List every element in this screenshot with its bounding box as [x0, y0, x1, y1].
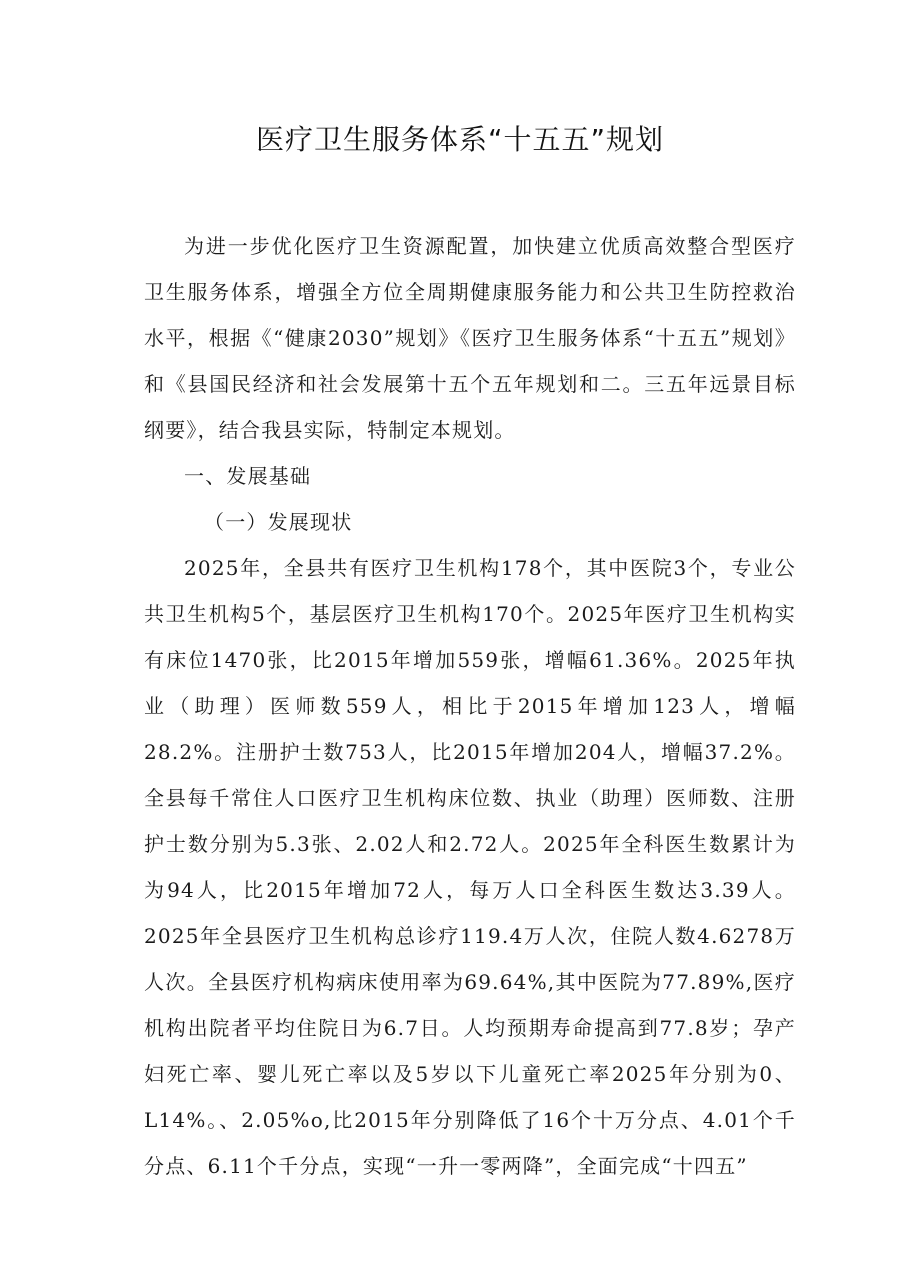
current-status-paragraph: 2025年，全县共有医疗卫生机构178个，其中医院3个，专业公共卫生机构5个，基层医疗卫生机构170个。2025年医疗卫生机构实有床位1470张，比2015年增加559张，增幅61.36%。2025年执业（助理）医师数559人，相比于2015年增加123人，增幅28.2%。注册护士数753人，比2015年增加204人，增幅37.2%。全县每千常住人口医疗卫生机构床位数、执业（助理）医师数、注册护士数分别为5.3张、2.02人和2.72人。2025年全科医生数累计为为94人，比2015年增加72人，每万人口全科医生数达3.39人。2025年全县医疗卫生机构总诊疗119.4万人次，住院人数4.6278万人次。全县医疗机构病床使用率为69.64%,其中医院为77.89%,医疗机构出院者平均住院日为6.7日。人均预期寿命提高到77.8岁；孕产妇死亡率、婴儿死亡率以及5岁以下儿童死亡率2025年分别为0、L14%。、2.05%o,比2015年分别降低了16个十万分点、4.01个千分点、6.11个千分点，实现“一升一零两降”，全面完成“十四五”: [144, 556, 796, 1178]
intro-paragraph: 为进一步优化医疗卫生资源配置，加快建立优质高效整合型医疗卫生服务体系，增强全方位全周期健康服务能力和公共卫生防控救治水平，根据《“健康2030”规划》《医疗卫生服务体系“十五五”规划》和《县国民经济和社会发展第十五个五年规划和二。三五年远景目标纲要》，结合我县实际，特制定本规划。: [144, 234, 796, 442]
subsection-heading-current-status: （一）发展现状: [204, 510, 353, 534]
section-heading-development-basis: 一、发展基础: [184, 464, 312, 488]
document-title: 医疗卫生服务体系“十五五”规划: [255, 123, 664, 156]
document-body: [144, 223, 796, 1189]
